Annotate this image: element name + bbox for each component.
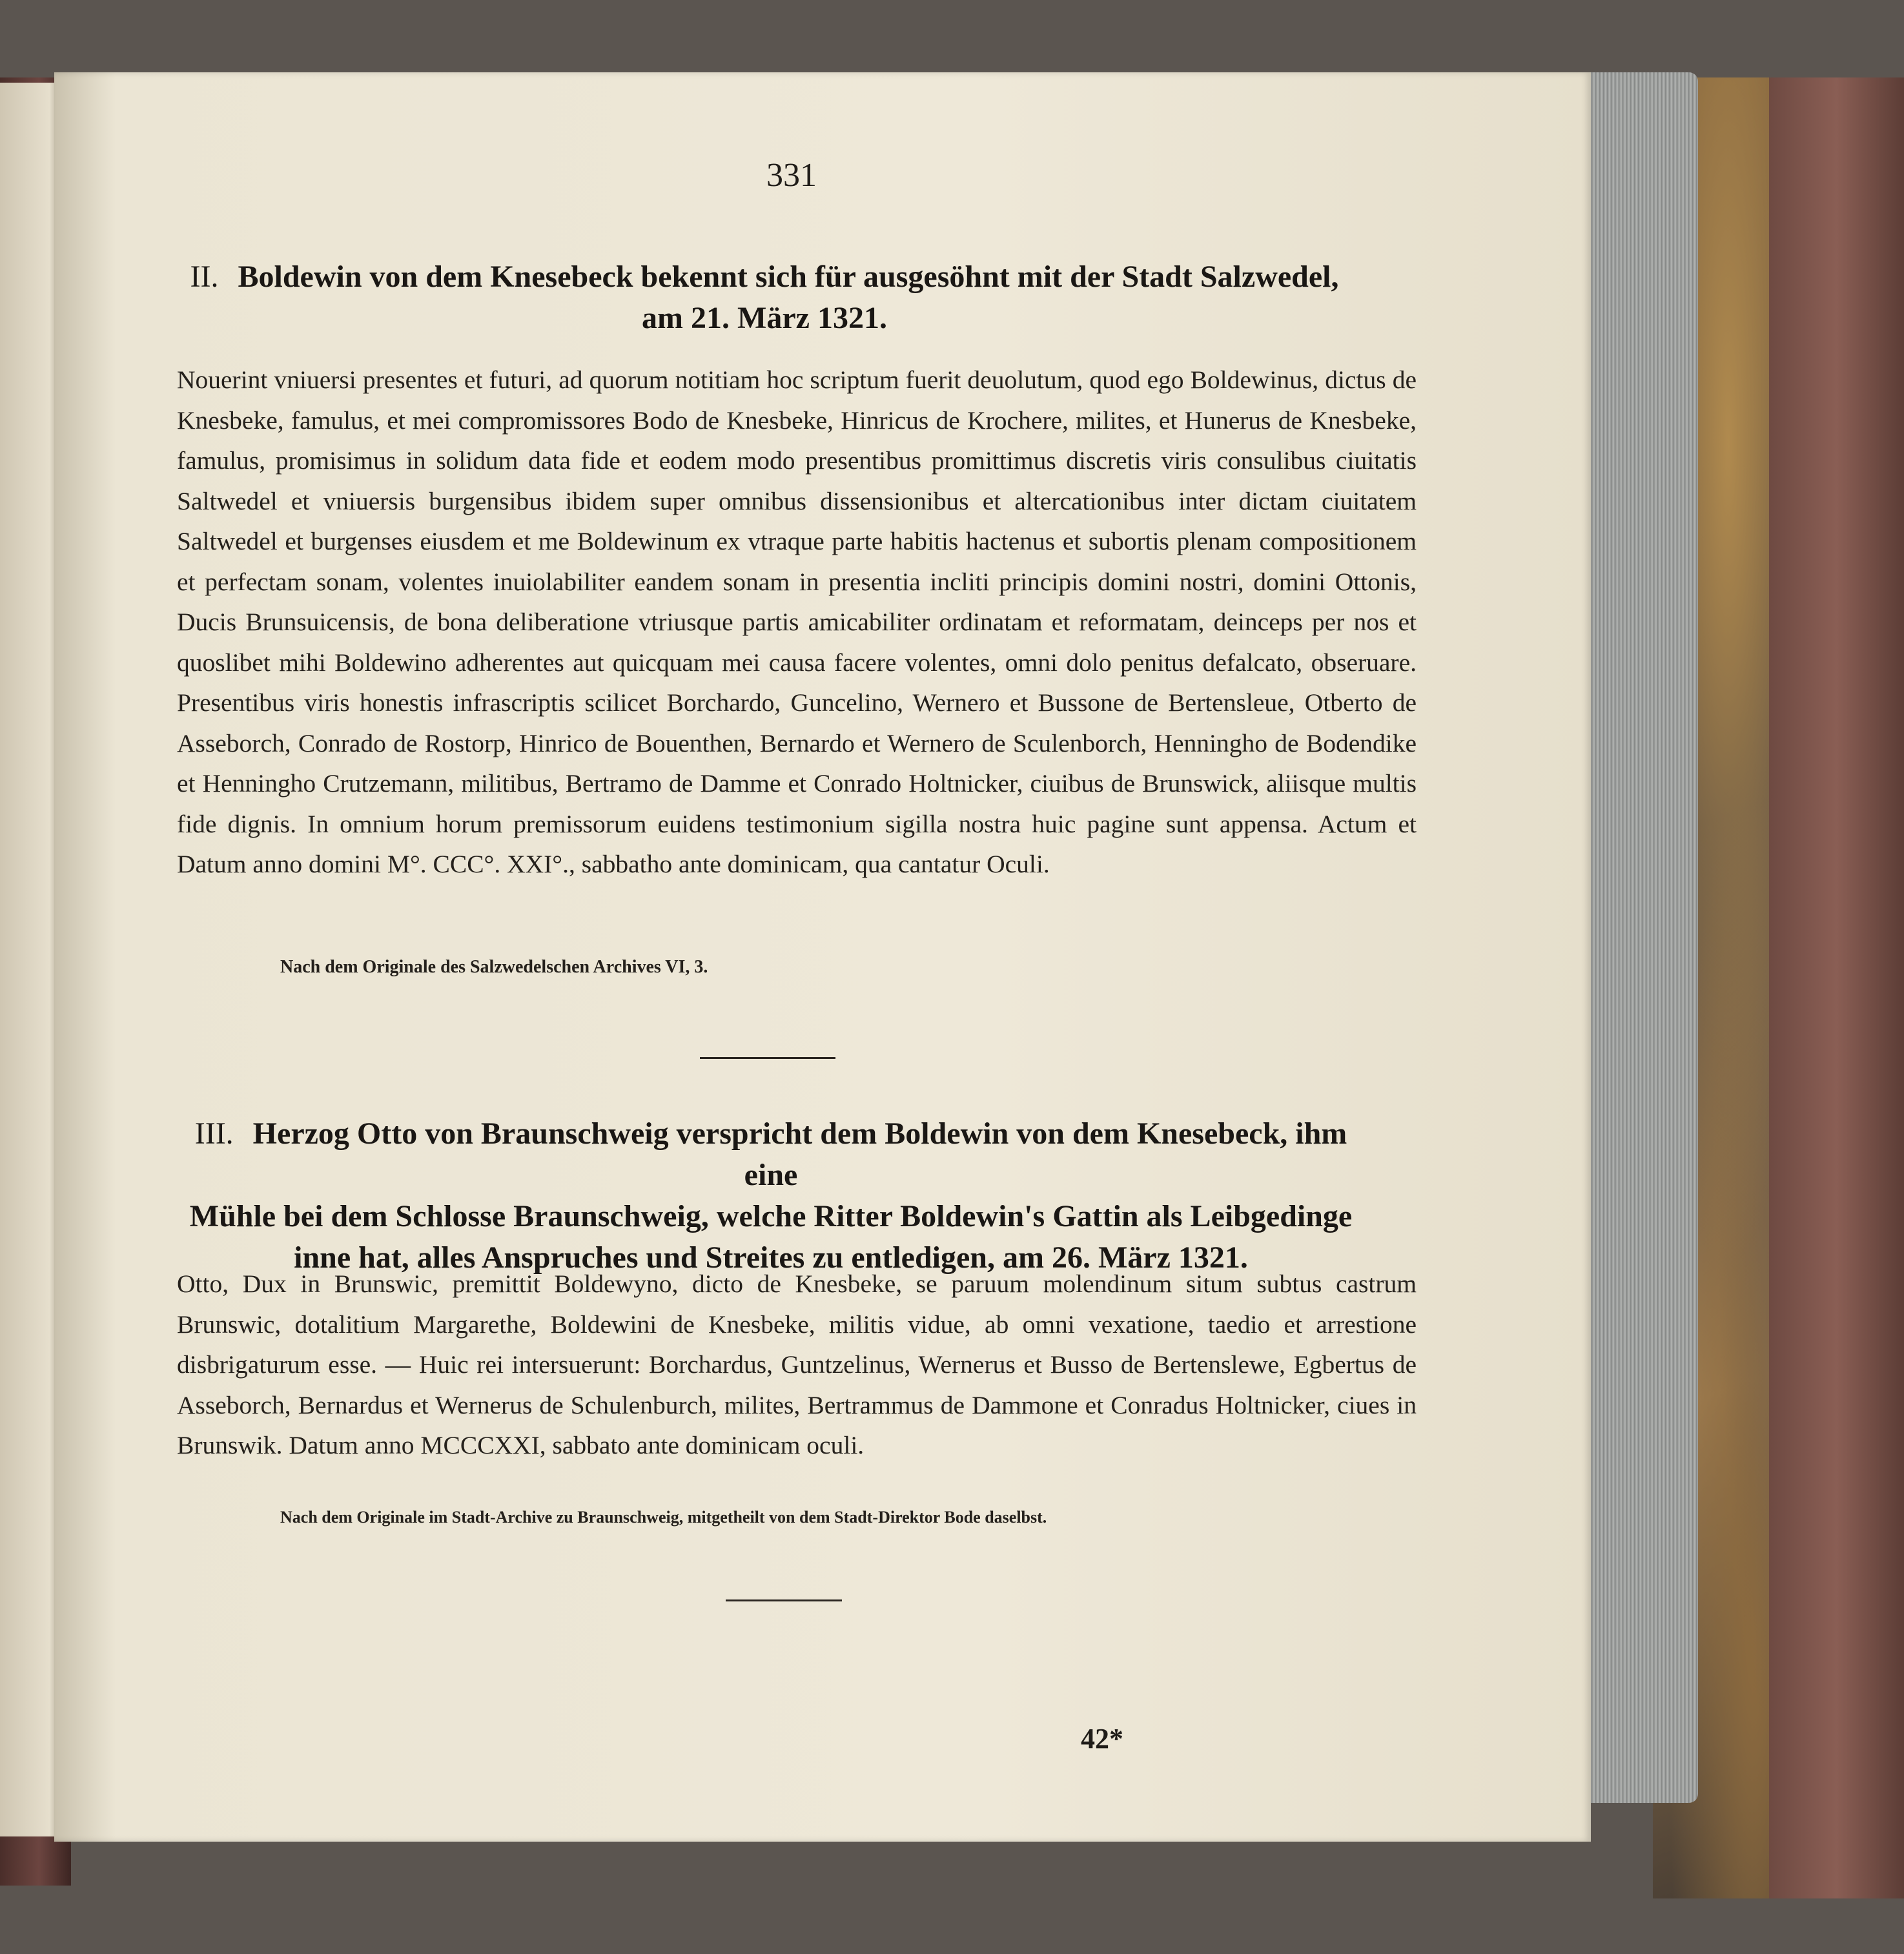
document-2-heading-line2: am 21. März 1321. xyxy=(642,301,887,335)
book-page xyxy=(54,72,1591,1842)
document-3-title: Herzog Otto von Braunschweig verspricht dem Boldewin von dem Knesebeck, ihm eine xyxy=(252,1116,1347,1192)
document-2-text: Nouerint vniuersi presentes et futuri, ad quorum notitiam hoc scriptum fuerit deuolutum, quod ego Boldewinus, dictus de Knesbeke, famulus, et mei compromissores Bodo de Knesbeke, Hinricus de Krochere, milites, et Hunerus de Knesbeke, famulus, promisimus in solidum data fide et eodem modo presentibus promittimus discretis viris consulibus ciuitatis Saltwedel et vniuersis burgensibus ibidem super omnibus dissensionibus et altercationibus inter dictam ciuitatem Saltwedel et burgenses eiusdem et me Boldewinum ex vtraque parte habitis hactenus et subortis plenam compositionem et perfectam sonam, volentes inuiolabiliter eandem sonam in presentia incliti principis domini nostri, domini Ottonis, Ducis Brunsuicensis, de bona deliberatione vtriusque partis amicabiliter ordinatam et reformatam, deinceps per nos et quoslibet mihi Boldewino adherentes aut quicquam mei causa facere volentes, omni dolo penitus defalcato, obseruare. Presentibus viris honestis infrascriptis scilicet Borchardo, Guncelino, Wernero et Bussone de Bertensleue, Otberto de Asseborch, Conrado de Rostorp, Hinrico de Bouenthen, Bernardo et Wernero de Sculenborch, Henningho de Bodendike et Henningho Crutzemann, militibus, Bertramo de Damme et Conrado Holtnicker, ciuibus de Brunswick, aliisque multis fide dignis. In omnium horum premissorum euidens testimonium sigilla nostra huic pagine sunt appensa. Actum et Datum anno domini M°. CCC°. XXI°., sabbatho ante dominicam, qua cantatur Oculi. xyxy=(177,365,1417,878)
signature-mark: 42* xyxy=(1081,1723,1123,1754)
document-2-body xyxy=(177,360,1417,885)
document-2-heading-line1 xyxy=(170,256,1358,298)
document-3-heading-line3: inne hat, alles Anspruches und Streites zu entledigen, am 26. März 1321. xyxy=(294,1240,1248,1275)
document-2-source: Nach dem Originale des Salzwedelschen Archives VI, 3. xyxy=(280,957,708,977)
document-3-numeral: III. xyxy=(194,1116,234,1151)
facing-page-left xyxy=(0,83,62,1836)
document-3-source: Nach dem Originale im Stadt-Archive zu Braunschweig, mitgetheilt von dem Stadt-Direktor Bode daselbst. xyxy=(280,1508,1047,1527)
document-3-heading xyxy=(170,1113,1371,1279)
document-2-title: Boldewin von dem Knesebeck bekennt sich für ausgesöhnt mit der Stadt Salzwedel, xyxy=(238,260,1339,294)
separator-rule-2 xyxy=(726,1599,842,1601)
document-2-heading xyxy=(170,256,1358,339)
document-2-numeral: II. xyxy=(190,260,219,294)
document-3-heading-line2: Mühle bei dem Schlosse Braunschweig, welche Ritter Boldewin's Gattin als Leibgedinge xyxy=(189,1199,1353,1233)
document-3-body xyxy=(177,1264,1417,1466)
separator-rule-1 xyxy=(700,1057,835,1059)
book-cover-edge xyxy=(1769,77,1904,1898)
document-3-heading-line1 xyxy=(170,1113,1371,1196)
document-3-text: Otto, Dux in Brunswic, premittit Boldewyno, dicto de Knesbeke, se paruum molendinum situm subtus castrum Brunswic, dotalitium Margarethe, Boldewini de Knesbeke, militis vidue, ab omni vexatione, taedio et arrestione disbrigaturum esse. — Huic rei intersuerunt: Borchardus, Guntzelinus, Wernerus et Busso de Bertenslewe, Egbertus de Asseborch, Bernardus et Wernerus de Schulenburch, milites, Bertrammus de Dammone et Conradus Holtnicker, ciues in Brunswik. Datum anno MCCCXXI, sabbato ante dominicam oculi. xyxy=(177,1270,1417,1459)
page-number: 331 xyxy=(766,157,817,194)
